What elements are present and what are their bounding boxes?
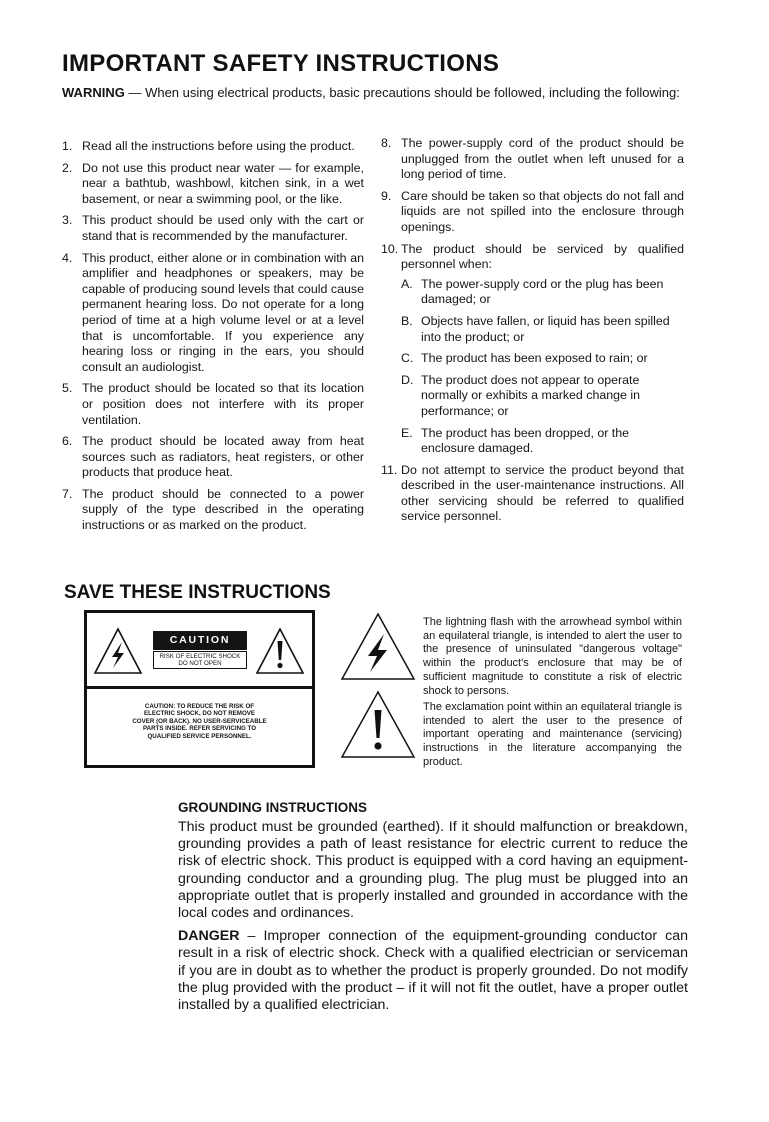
warning-text: — When using electrical products, basic precautions should be followed, including the following:: [124, 85, 680, 100]
caution-subtext-line: DO NOT OPEN: [178, 660, 222, 667]
instruction-number: 2.: [62, 160, 73, 175]
service-condition-item: [401, 426, 684, 457]
warning-line: [62, 85, 680, 100]
condition-letter: A.: [401, 276, 413, 291]
condition-text: The power-supply cord or the plug has been damaged; or: [421, 276, 664, 307]
instruction-number: 8.: [381, 136, 392, 150]
lightning-triangle-icon: [340, 612, 416, 682]
instruction-item: [62, 139, 364, 155]
instruction-text: The product should be located away from heat sources such as radiators, heat registers, or other products that produce heat.: [82, 434, 364, 480]
instruction-number: 3.: [62, 213, 73, 228]
caution-subtext: [153, 651, 247, 669]
instruction-item: [381, 189, 684, 236]
caution-note-line: COVER (OR BACK). NO USER-SERVICEABLE: [132, 717, 267, 725]
instruction-text: Do not attempt to service the product beyond that described in the user-maintenance instructions. All other servicing should be referred to qualified service personnel.: [401, 462, 684, 524]
condition-text: The product has been dropped, or the enclosure damaged.: [421, 425, 630, 456]
caution-banner: CAUTION: [153, 631, 247, 650]
danger-label: DANGER: [178, 928, 240, 945]
instruction-number: 5.: [62, 381, 73, 396]
condition-text: The product has been exposed to rain; or: [421, 351, 648, 366]
instruction-text: Care should be taken so that objects do not fall and liquids are not spilled into the enclosure through openings.: [401, 188, 684, 234]
instructions-left-column: [62, 139, 364, 540]
instruction-number: 10.: [381, 241, 399, 256]
instruction-item: [62, 213, 364, 244]
caution-note-line: CAUTION: TO REDUCE THE RISK OF: [144, 703, 255, 710]
instruction-item: [62, 487, 364, 534]
service-condition-item: [401, 314, 684, 345]
page-title: IMPORTANT SAFETY INSTRUCTIONS: [62, 50, 500, 77]
caution-label: [84, 610, 315, 768]
instruction-number: 7.: [62, 486, 73, 501]
caution-note-line: ELECTRIC SHOCK, DO NOT REMOVE: [143, 710, 256, 718]
grounding-title: GROUNDING INSTRUCTIONS: [178, 800, 367, 815]
instruction-number: 4.: [62, 250, 73, 265]
caution-label-top: [87, 613, 312, 689]
save-instructions-title: SAVE THESE INSTRUCTIONS: [64, 582, 331, 603]
condition-letter: C.: [401, 351, 414, 366]
condition-letter: D.: [401, 372, 414, 387]
instruction-item: [62, 434, 364, 481]
instruction-item: [381, 242, 684, 457]
condition-letter: B.: [401, 313, 413, 328]
exclamation-symbol-description: The exclamation point within an equilateral triangle is intended to alert the user to the presence of important operating and maintenance (servicing) instructions in the literature accompanying the product.: [423, 701, 682, 768]
service-condition-item: [401, 351, 684, 367]
instructions-right-column: [381, 136, 684, 531]
instruction-number: 9.: [381, 188, 392, 203]
instruction-text: The product should be connected to a power supply of the type described in the operating instructions or as marked on the product.: [82, 486, 364, 533]
instruction-text: Do not use this product near water — for example, near a bathtub, washbowl, kitchen sink, in a wet basement, or near a swimming pool, or the like.: [82, 160, 364, 206]
instruction-item: [62, 251, 364, 376]
grounding-body: This product must be grounded (earthed). If it should malfunction or breakdown, grounding provides a path of least resistance for electric current to reduce the risk of electric shock. This product is equipped with a cord having an equipment-grounding conductor and a grounding plug. The plug must be plugged into an appropriate outlet that is properly installed and grounded in accordance with the local codes and ordinances.: [178, 819, 688, 922]
instruction-text: This product should be used only with the cart or stand that is recommended by the manufacturer.: [82, 213, 364, 243]
danger-paragraph: [178, 928, 688, 1014]
condition-text: The product does not appear to operate normally or exhibits a marked change in performance; or: [421, 372, 641, 418]
instruction-text: The product should be located so that its location or position does not interfere with its proper ventilation.: [82, 381, 364, 427]
exclamation-triangle-icon: [340, 690, 416, 760]
instruction-number: 11.: [381, 462, 398, 477]
instruction-item: [381, 136, 684, 183]
caution-note-line: PARTS INSIDE. REFER SERVICING TO: [142, 725, 257, 733]
condition-text: Objects have fallen, or liquid has been spilled into the product; or: [421, 313, 670, 344]
exclamation-triangle-icon: [255, 627, 305, 675]
instruction-number: 1.: [62, 139, 73, 153]
instruction-text: This product, either alone or in combination with an amplifier and headphones or speakers, may be capable of producing sound levels that could cause permanent hearing loss. Do not operate for a long period of time at a high volume level or at a level that is uncomfortable. If you experience any hearing loss or ringing in the ears, you should consult an audiologist.: [82, 250, 364, 374]
grounding-section: [178, 800, 688, 1020]
service-condition-item: [401, 373, 684, 420]
instruction-text: The power-supply cord of the product should be unplugged from the outlet when left unused for a long period of time.: [401, 136, 684, 182]
caution-note-line: QUALIFIED SERVICE PERSONNEL.: [147, 732, 252, 740]
danger-text: – Improper connection of the equipment-grounding conductor can result in a risk of electric shock. Check with a qualified electrician or serviceman if you are in doubt as to whether the product is properly grounded. Do not modify the plug provided with the product – if it will not fit the outlet, have a proper outlet installed by a qualified electrician.: [178, 928, 688, 1014]
instruction-text: The product should be serviced by qualified personnel when:: [401, 241, 684, 272]
instruction-item: [62, 161, 364, 208]
instruction-item: [62, 381, 364, 428]
instruction-text: Read all the instructions before using the product.: [82, 139, 355, 153]
service-condition-item: [401, 277, 684, 308]
lightning-symbol-description: The lightning flash with the arrowhead symbol within an equilateral triangle, is intended to alert the user to the presence of uninsulated "dangerous voltage" within the product's enclosure that may be of sufficient magnitude to constitute a risk of electric shock to persons.: [423, 616, 682, 697]
caution-subtext-line: RISK OF ELECTRIC SHOCK: [159, 653, 241, 660]
instruction-item: [381, 463, 684, 525]
lightning-triangle-icon: [93, 627, 143, 675]
service-conditions-list: [401, 277, 684, 457]
condition-letter: E.: [401, 425, 413, 440]
instruction-number: 6.: [62, 434, 73, 449]
warning-label: WARNING: [62, 85, 125, 100]
caution-note: [97, 703, 302, 740]
